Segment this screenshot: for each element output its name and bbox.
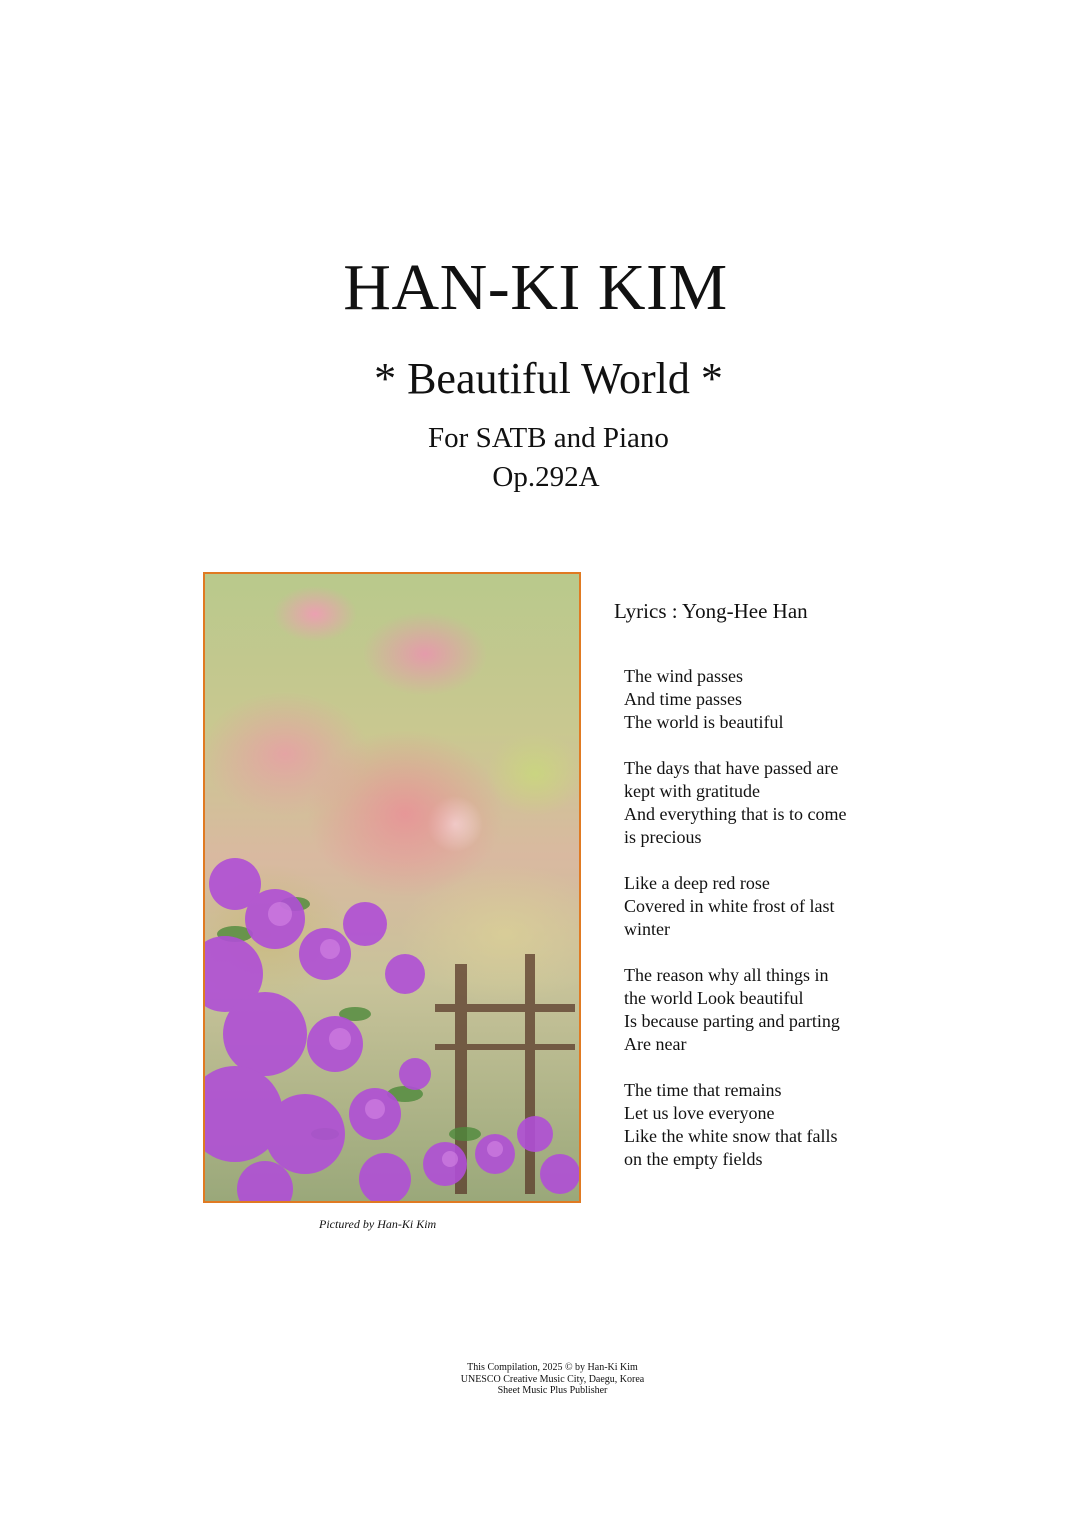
location-line: UNESCO Creative Music City, Daegu, Korea [460,1373,645,1385]
lyric-line: The reason why all things in [624,965,829,985]
publisher-line: Sheet Music Plus Publisher [497,1385,608,1396]
lyric-line: The time that remains [624,1080,782,1100]
piece-title: * Beautiful World * [374,354,723,403]
lyric-line: Covered in white frost of last [624,896,835,916]
lyric-line: is precious [624,827,702,847]
lyrics-text [624,665,914,1194]
lyric-line: winter [624,919,670,939]
lyric-line: Like a deep red rose [624,873,770,893]
opus-number: Op.292A [492,461,600,493]
lyric-line: Are near [624,1034,687,1054]
instrumentation: For SATB and Piano [428,422,669,454]
azalea-photo [203,572,581,1203]
stanza-3 [624,872,914,941]
stanza-2 [624,757,914,849]
lyric-line: And everything that is to come [624,804,847,824]
lyricist-credit: Lyrics : Yong-Hee Han [614,599,808,623]
azalea-illustration [205,574,579,1201]
copyright-line: This Compilation, 2025 © by Han-Ki Kim [467,1362,638,1373]
composer-name: HAN-KI KIM [343,251,728,324]
stanza-1 [624,665,914,734]
lyric-line: The days that have passed are [624,758,839,778]
lyric-line: The world is beautiful [624,712,784,732]
lyric-line: on the empty fields [624,1149,763,1169]
lyric-line: Like the white snow that falls [624,1126,838,1146]
copyright-footer [0,1362,1071,1397]
stanza-5 [624,1079,914,1171]
lyric-line: Is because parting and parting [624,1011,840,1031]
lyric-line: And time passes [624,689,742,709]
lyric-line: the world Look beautiful [624,988,804,1008]
stanza-4 [624,964,914,1056]
lyric-line: The wind passes [624,666,743,686]
photo-caption: Pictured by Han-Ki Kim [319,1217,437,1231]
lyric-line: Let us love everyone [624,1103,775,1123]
lyric-line: kept with gratitude [624,781,760,801]
